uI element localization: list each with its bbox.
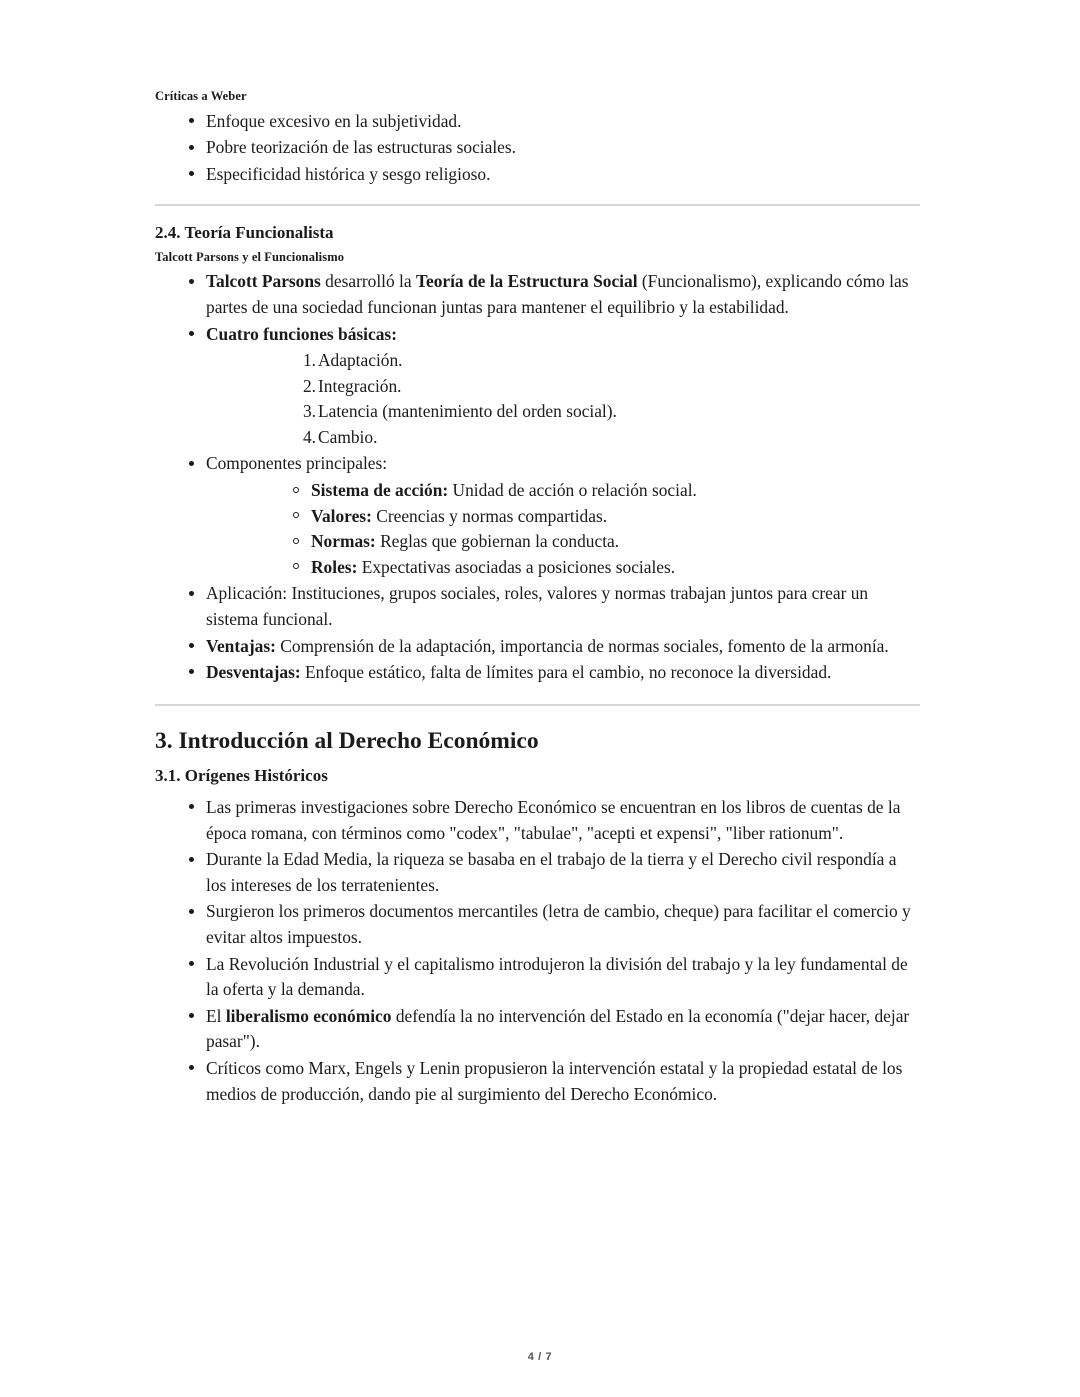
bullet-icon <box>189 1013 194 1018</box>
list-item-text: Adaptación. <box>318 350 403 371</box>
subheading-origenes-historicos: 3.1. Orígenes Históricos <box>155 766 328 786</box>
circle-bullet-icon <box>293 538 299 544</box>
list-funcionalismo <box>155 269 920 685</box>
component-term: Roles: <box>311 556 358 577</box>
component-desc: Expectativas asociadas a posiciones sociales. <box>357 556 676 577</box>
page-number-footer: 4 / 7 <box>527 1351 553 1363</box>
circle-bullet-icon <box>293 512 299 518</box>
section-divider <box>155 704 920 706</box>
list-item <box>206 529 920 555</box>
list-item <box>155 847 920 898</box>
liberalismo-term: liberalismo económico <box>225 1005 392 1026</box>
bullet-icon <box>189 909 194 914</box>
list-number: 2. <box>302 375 316 396</box>
heading-teoria-funcionalista: 2.4. Teoría Funcionalista <box>155 222 334 242</box>
ventajas-desc: Comprensión de la adaptación, importancia de normas sociales, fomento de la armonía. <box>275 635 889 656</box>
parsons-name: Talcott Parsons <box>206 271 321 292</box>
list-item-text: Latencia (mantenimiento del orden social). <box>318 401 617 422</box>
list-number: 4. <box>302 426 316 447</box>
component-desc: Creencias y normas compartidas. <box>371 505 608 526</box>
list-item-text: Enfoque excesivo en la subjetividad. <box>206 110 462 131</box>
componentes-label: Componentes principales: <box>206 453 388 474</box>
bullet-icon <box>189 331 194 336</box>
bullet-icon <box>189 461 194 466</box>
list-origenes-historicos <box>155 795 920 1107</box>
liberalismo-lead: El <box>206 1005 226 1026</box>
list-item-desventajas <box>155 660 920 686</box>
bullet-icon <box>189 643 194 648</box>
parsons-tail: (Funcionalismo), explicando cómo las partes de una sociedad funcionan juntas para mantener el equilibrio y la estabilidad. <box>206 271 909 317</box>
list-item-criticos <box>155 1056 920 1107</box>
list-item-text: Críticos como Marx, Engels y Lenin propusieron la intervención estatal y la propiedad estatal de los medios de producción, dando pie al surgimiento del Derecho Económico. <box>206 1057 903 1104</box>
bullet-icon <box>189 145 194 150</box>
list-item-text: Durante la Edad Media, la riqueza se basaba en el trabajo de la tierra y el Derecho civil respondía a los intereses de los terratenientes. <box>206 849 897 895</box>
component-desc: Reglas que gobiernan la conducta. <box>375 531 620 552</box>
list-item <box>155 162 920 188</box>
component-term: Sistema de acción: <box>311 480 449 501</box>
list-item <box>206 425 920 451</box>
desventajas-desc: Enfoque estático, falta de límites para el cambio, no reconoce la diversidad. <box>300 662 832 683</box>
component-term: Normas: <box>311 531 376 552</box>
list-item-ventajas <box>155 634 920 660</box>
list-item-text: Aplicación: Instituciones, grupos sociales, roles, valores y normas trabajan juntos para crear un sistema funcional. <box>206 583 869 629</box>
list-item-componentes <box>155 451 920 580</box>
list-item-text: Las primeras investigaciones sobre Derecho Económico se encuentran en los libros de cuentas de la época romana, con términos como "codex", "tabulae", "acepti et expensi", "liber rationum". <box>206 797 901 843</box>
list-item-text: Pobre teorización de las estructuras sociales. <box>206 137 517 158</box>
bullet-icon <box>189 171 194 176</box>
list-item <box>206 478 920 504</box>
list-item <box>155 952 920 1003</box>
cuatro-funciones-label: Cuatro funciones básicas: <box>206 323 397 344</box>
list-item-text: La Revolución Industrial y el capitalismo introdujeron la división del trabajo y la ley fundamental de la oferta y la demanda. <box>206 953 908 1000</box>
section-divider <box>155 204 920 206</box>
list-item <box>206 504 920 530</box>
component-term: Valores: <box>311 505 372 526</box>
bullet-icon <box>189 1065 194 1070</box>
estructura-social-term: Teoría de la Estructura Social <box>415 271 638 292</box>
list-item <box>206 374 920 400</box>
bullet-icon <box>189 279 194 284</box>
bullet-icon <box>189 669 194 674</box>
component-desc: Unidad de acción o relación social. <box>448 480 697 501</box>
bullet-icon <box>189 118 194 123</box>
list-criticas-weber <box>155 109 920 188</box>
bullet-icon <box>189 804 194 809</box>
list-funciones-basicas <box>206 348 920 450</box>
desventajas-term: Desventajas: <box>206 662 301 683</box>
heading-criticas-weber: Críticas a Weber <box>155 89 247 103</box>
list-item-aplicacion <box>155 581 920 632</box>
list-item-liberalismo <box>155 1004 920 1055</box>
list-number: 1. <box>302 350 316 371</box>
list-item <box>206 399 920 425</box>
list-item <box>155 135 920 161</box>
liberalismo-desc: defendía la no intervención del Estado en la economía ("dejar hacer, dejar pasar"). <box>206 1005 910 1052</box>
circle-bullet-icon <box>293 563 299 569</box>
list-item-text: Cambio. <box>318 426 378 447</box>
bullet-icon <box>189 961 194 966</box>
list-item <box>155 899 920 950</box>
list-item <box>206 348 920 374</box>
bullet-icon <box>189 591 194 596</box>
list-componentes <box>206 478 920 580</box>
list-item-text: Especificidad histórica y sesgo religioso. <box>206 164 491 185</box>
list-number: 3. <box>302 401 316 422</box>
page-content <box>155 88 920 1108</box>
list-item <box>206 555 920 581</box>
list-item-text: Integración. <box>318 375 402 396</box>
list-item-text: Surgieron los primeros documentos mercantiles (letra de cambio, cheque) para facilitar el comercio y evitar altos impuestos. <box>206 901 911 948</box>
list-item-cuatro-funciones <box>155 322 920 451</box>
bullet-icon <box>189 857 194 862</box>
heading-derecho-economico: 3. Introducción al Derecho Económico <box>155 727 539 754</box>
list-item <box>155 795 920 846</box>
subheading-talcott-parsons: Talcott Parsons y el Funcionalismo <box>155 249 345 264</box>
list-item-parsons <box>155 269 920 320</box>
parsons-mid: desarrolló la <box>320 271 416 292</box>
ventajas-term: Ventajas: <box>206 635 276 656</box>
circle-bullet-icon <box>293 487 299 493</box>
list-item <box>155 109 920 135</box>
